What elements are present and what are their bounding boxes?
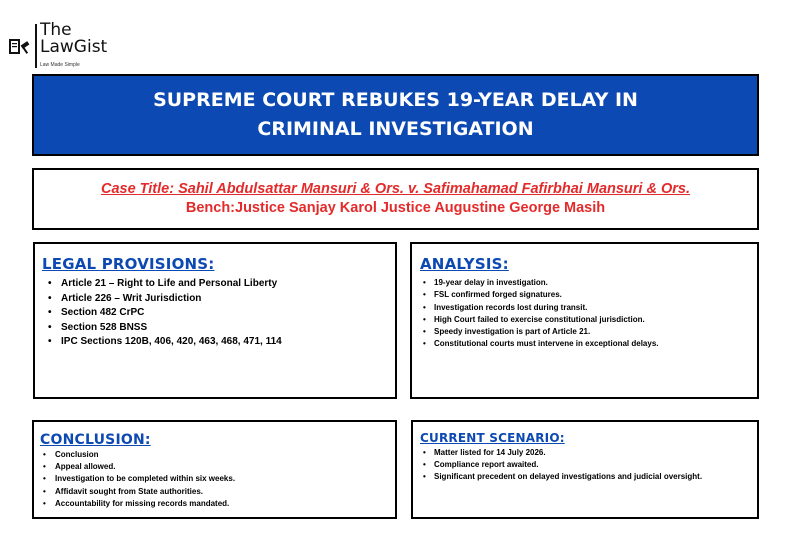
case-title: Case Title: Sahil Abdulsattar Mansuri & Ors. v. Safimahamad Fafirbhai Mansuri & Ors. (100, 181, 691, 197)
list-item: • 19-year delay in investigation. (434, 277, 757, 289)
list-item: • Matter listed for 14 July 2026. (434, 447, 757, 459)
logo-wordmark (40, 22, 107, 56)
current-scenario-list (420, 447, 757, 484)
list-item: • Accountability for missing records mandated. (55, 498, 395, 510)
legal-provisions-heading: LEGAL PROVISIONS: (42, 255, 215, 273)
conclusion-list (40, 449, 395, 510)
title-banner (32, 74, 759, 156)
logo-divider (35, 24, 37, 68)
conclusion-heading: CONCLUSION: (40, 432, 151, 448)
thelawgist-logo (8, 22, 128, 72)
analysis-heading: ANALYSIS: (420, 255, 509, 273)
list-item: • Speedy investigation is part of Article 21. (434, 326, 757, 338)
legal-provisions-panel (33, 242, 397, 399)
list-item: • Section 528 BNSS (61, 321, 395, 336)
logo-tagline: Law Made Simple (40, 62, 80, 68)
legal-provisions-list (42, 277, 395, 350)
case-info-box (32, 168, 759, 230)
current-scenario-panel (411, 420, 759, 519)
page-title: SUPREME COURT REBUKES 19-YEAR DELAY IN CRIMINAL INVESTIGATION (153, 89, 638, 140)
list-item: • Article 21 – Right to Life and Personal Liberty (61, 277, 395, 292)
case-bench: Bench:Justice Sanjay Karol Justice Augustine George Masih (185, 200, 606, 216)
list-item: • Article 226 – Writ Jurisdiction (61, 292, 395, 307)
gavel-book-icon (8, 34, 30, 56)
list-item: • Appeal allowed. (55, 461, 395, 473)
list-item: • Section 482 CrPC (61, 306, 395, 321)
list-item: • Significant precedent on delayed investigations and judicial oversight. (434, 471, 757, 483)
list-item: • Conclusion (55, 449, 395, 461)
conclusion-panel (32, 420, 397, 519)
current-scenario-heading: CURRENT SCENARIO: (420, 431, 565, 445)
list-item: • Investigation to be completed within six weeks. (55, 473, 395, 485)
analysis-list (420, 277, 757, 351)
list-item: • Investigation records lost during transit. (434, 302, 757, 314)
list-item: • FSL confirmed forged signatures. (434, 289, 757, 301)
list-item: • Constitutional courts must intervene in exceptional delays. (434, 338, 757, 350)
list-item: • Compliance report awaited. (434, 459, 757, 471)
analysis-panel (410, 242, 759, 399)
logo-line-1: The (40, 20, 72, 40)
logo-line-2: LawGist (40, 37, 108, 57)
list-item: • Affidavit sought from State authorities. (55, 486, 395, 498)
list-item: • IPC Sections 120B, 406, 420, 463, 468, 471, 114 (61, 335, 395, 350)
list-item: • High Court failed to exercise constitutional jurisdiction. (434, 314, 757, 326)
